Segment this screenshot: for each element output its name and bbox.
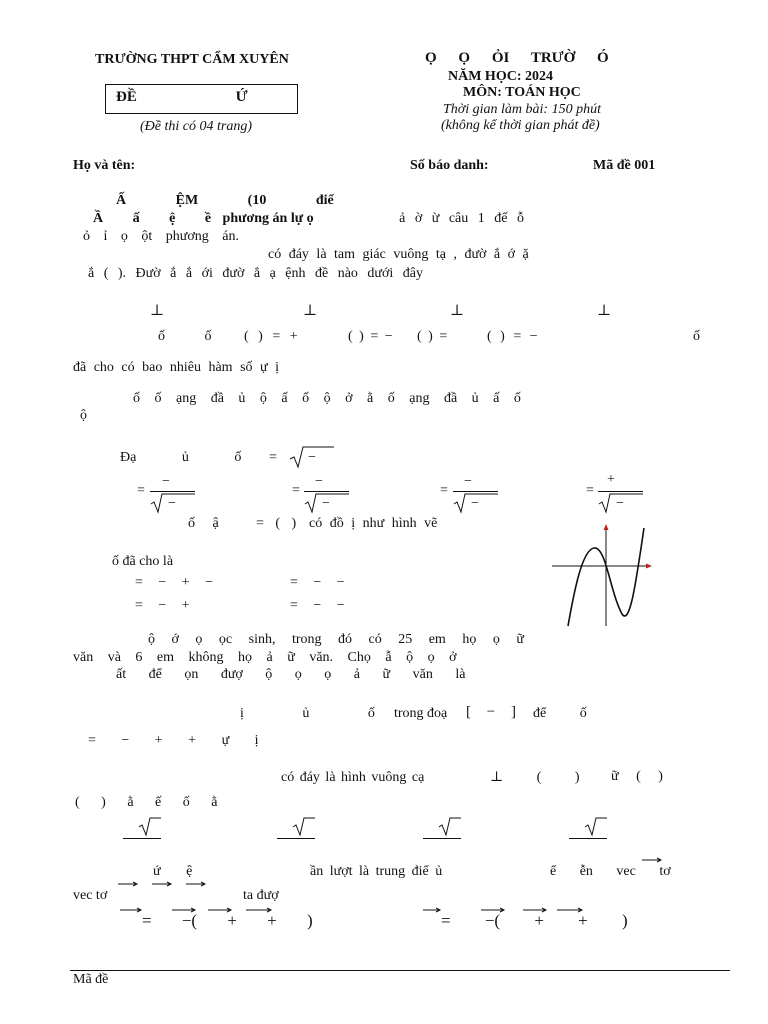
q8-opt-b-fraction-bar [277,838,315,839]
q4-opt-b-den: − [322,496,330,511]
q4-opt-a-num: − [162,474,170,489]
q2-trail: ố [693,329,700,344]
school-name: TRƯỜNG THPT CẨM XUYÊN [95,52,289,67]
q1-line2: ắ ( ). Đườ ắ ắ ới đườ ẳ ạ ệnh đề nào dưới đây [88,266,424,281]
exam-time: Thời gian làm bài: 150 phút [443,102,601,117]
school-year: NĂM HỌC: 2024 [448,69,553,84]
q4-opt-c-lhs: = [440,483,448,498]
q4-opt-d-num: + [607,472,615,487]
q5-option-b: = − − [290,575,345,590]
q5-option-a: = − + − [135,575,214,590]
section-instructions-line2: ỏ ỉ ọ ột phương án. [83,229,239,244]
official-exam-label: ĐỀ Ứ [116,89,248,105]
q8-opt-a-radical [138,817,162,837]
q4-opt-c-num: − [464,474,472,489]
q9-line1-b: ần lượt là trung điể ủ [310,864,443,879]
q9-line1-a: ứ ệ [153,864,193,879]
q4-opt-b-num: − [315,474,323,489]
q4-stem-eq: = [269,450,277,465]
q2-f3: ( ) = [417,329,448,344]
q7-tail: để ố [533,706,587,721]
q2-line2: đã cho có bao nhiêu hàm số ự ị [73,360,279,375]
q9-vector-arrow [642,857,664,863]
q5-eq: = ( ) [256,516,297,531]
q5-option-c: = − + [135,598,190,613]
q3-line1: ố ố ạng đầ ủ ộ ấ ố ộ ở ằ ố ạng đầ ủ ấ ố [133,391,521,406]
q2-lead: ố ố [158,329,212,344]
q1-option-a: ⊥ [150,303,165,319]
q4-opt-d-lhs: = [586,483,594,498]
q9-line2-a: vec tơ [73,888,108,903]
q1-option-d: ⊥ [597,303,612,319]
instr-bold: phương án lự ọ [222,211,314,226]
footer-exam-code: Mã đề [73,972,109,987]
q9-line2-b: ta đượ [243,888,279,903]
q4-opt-b-lhs: = [292,483,300,498]
q4-opt-a-lhs: = [137,483,145,498]
q1-option-b: ⊥ [303,303,318,319]
q7-mid: trong đoạ [394,706,448,721]
name-label: Họ và tên: [73,158,136,173]
q5-lead: ố ậ [188,516,219,531]
q6-line1: ộ ớ ọ ọc sinh, trong đó có 25 em họ ọ ữ [148,632,524,647]
y-axis-arrow [604,524,609,530]
q8-opt-b-radical [292,817,316,837]
exam-title: Ọ Ọ ỎI TRƯỜ Ó [425,50,609,66]
instr-suffix: ả ờ ừ câu 1 đế ỗ [399,211,524,226]
q8-line2: ( ) ằ ế ố ằ [75,795,218,810]
q6-line3: ất để ọn đượ ộ ọ ọ ả ữ văn là [116,667,466,682]
q8-opt-d-radical [584,817,608,837]
q4-opt-d-den: − [616,496,624,511]
q3-line2: ộ [80,408,87,423]
pages-note: (Đề thi có 04 trang) [140,119,252,134]
q5-option-d: = − − [290,598,345,613]
exam-time-note: (không kể thời gian phát đề) [441,118,600,133]
q4-stem-rad-content: − [308,450,316,465]
q2-f2: ( ) = − [348,329,393,344]
q8-line1: có đáy là hình vuông cạ [281,770,425,785]
q9-option-left: = −( + + ) [142,911,313,930]
q5-cubic-graph [550,522,655,627]
q9-line1-c: ể ễn vec tơ [550,864,671,879]
footer-rule [70,970,730,971]
instr-prefix: Ầ ấ ệ ề [93,211,212,226]
q4-opt-a-den: − [168,496,176,511]
q2-f1: ( ) = + [244,329,298,344]
q8-opt-d-fraction-bar [569,838,607,839]
q9-vector-arrows-row [118,881,218,887]
exam-code-label: Mã đề 001 [593,158,656,173]
q7-lead: ị ủ ố [240,706,375,721]
q8-opt-a-fraction-bar [123,838,161,839]
q5-line2: ố đã cho là [112,554,174,569]
q4-opt-c-den: − [471,496,479,511]
q8-perp: ⊥ ( ) [490,770,580,785]
x-axis-arrow [646,564,652,569]
q7-interval: [ − ] [466,704,516,720]
q8-opt-c-fraction-bar [423,838,461,839]
section-instructions [93,211,524,227]
subject: MÔN: TOÁN HỌC [463,85,581,100]
q5-line1-tail: có đồ ị như hình vẽ [309,516,438,531]
q8-tail: ữ ( ) [611,769,663,784]
section-title: Ấ ỆM (10 điể [116,193,334,208]
q4-stem: Đạ ủ ố [120,450,242,465]
q9-option-right: = −( + + ) [441,911,628,930]
candidate-id-label: Số báo danh: [410,158,489,173]
q1-option-c: ⊥ [450,303,465,319]
q6-line2: văn và 6 em không họ ả ữ văn. Chọ ẫ ộ ọ ở [73,650,457,665]
q1-line1: có đáy là tam giác vuông tạ , đườ ắ ớ ặ [268,247,529,262]
q7-line2: = − + + ự ị [88,733,259,748]
q8-opt-c-radical [438,817,462,837]
q2-f4: ( ) = − [487,329,538,344]
